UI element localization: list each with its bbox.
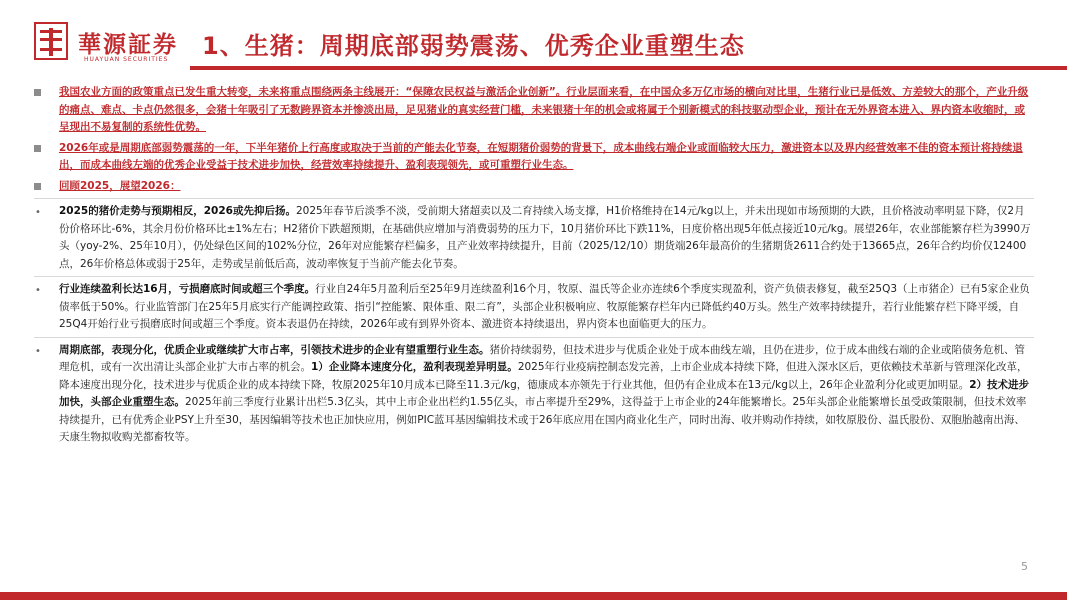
bullet-dot-icon: • [35,207,41,218]
divider [34,337,1034,338]
summary-text-1: 我国农业方面的政策重点已发生重大转变，未来将重点围绕两条主线展开：“保障农民权益与激活企业创新”。行业层面来看，在中国众多万亿市场的横向对比里，生猪行业已是低效、方差较大的那个，产业升级的痛点、难点、卡点仍然很多，会猪十年吸引了无数跨界资本并惨淡出局，足见猪业的真实经营门槛，未来银猪十年的机会或将属于个别新模式的科技驱动型企业，预计在无外界资本进入、界内资本收缩时，或呈现出不易复制的系统性优势。 [59,86,1029,133]
detail-lead-3: 周期底部，表现分化，优质企业或继续扩大市占率，引领技术进步的企业有望重塑行业生态。 [59,343,490,356]
section-heading-text: 回顾2025，展望2026： [59,179,181,192]
detail-sublead-2: 2）技术进步加快，头部企业重塑生态。 [59,378,1030,408]
section-heading [34,178,1034,196]
footer-bar [0,592,1067,600]
detail-sublead-1: 1）企业降本速度分化，盈利表现差异明显。 [311,361,518,373]
detail-paragraph-2 [34,281,1034,334]
divider [34,198,1034,199]
page-number: 5 [1021,560,1028,573]
bullet-square-icon [34,145,41,152]
bullet-dot-icon: • [35,285,41,296]
detail-text-3: 猪价持续弱势，但技术进步与优质企业处于成本曲线左端，且仍在进步，位于成本曲线右端的企业或陷债务危机、管理危机，或有一次出清让头部企业扩大市占率的机会。 [59,343,1025,373]
summary-text-2: 2026年或是周期底部弱势震荡的一年，下半年猪价上行高度或取决于当前的产能去化节奏，在短期猪价弱势的背景下，成本曲线右端企业或面临较大压力，激进资本以及界内经营效率不佳的资本预计将持续退出，而成本曲线左端的优秀企业受益于技术进步加快，经营效率持续提升、盈利表现领先，或可重塑行业生态。 [59,141,1023,171]
logo-icon [34,22,68,60]
title-underline [190,66,1067,70]
bullet-dot-icon: • [35,345,41,357]
detail-text-2: 行业自24年5月盈利后至25年9月连续盈利16个月，牧原、温氏等企业亦连续6个季度实现盈利，资产负债表修复，截至25Q3（上市猪企）已有5家企业负债率低于50%。行业监管部门在25年5月底实行产能调控政策、指引“控能繁、限体重、限二育”，头部企业积极响应、牧原能繁存栏年内已降低约40万头。然生产效率持续提升，若行业能繁存栏下降平缓，自25Q4开始行业亏损磨底时间或超三个季度。资本表退仍在持续，2026年或有到界外资本、激进资本持续退出，界内资本也面临更大的压力。 [59,283,1030,330]
page-title: 1、生猪：周期底部弱势震荡、优秀企业重塑生态 [202,32,745,60]
detail-paragraph-3 [34,342,1034,447]
detail-subtext-1: 2025年行业疫病控制态发完善，上市企业成本持续下降，但进入深水区后，更依赖技术革新与管理深化改革，降本速度出现分化，技术进步与优质企业的成本持续下降，牧原2025年10月成本已降至11.3元/kg，德康成本亦领先于行业其他，但仍有企业成本在13元/kg以上，26年企业盈利分化或更加明显。 [59,361,1028,391]
detail-subtext-2: 2025年前三季度行业累计出栏5.3亿头，其中上市企业出栏约1.55亿头，市占率提升至29%，这得益于上市企业的24年能繁增长。25年头部企业能繁增长虽受政策限制，但技术效率持续提升，已有优秀企业PSY上升至30，基因编辑等技术也正加快应用，例如PIC蓝耳基因编辑技术或于26年底应用在国内商业化生产，同时出海、收并购动作持续，如牧原股份、温氏股份、双胞胎越南出海、天康生物拟收购羌都畜牧等。 [59,396,1027,443]
summary-paragraph-1 [34,84,1034,137]
brand-name: 華源証券 [78,31,178,58]
brand-name-en: HUAYUAN SECURITIES [84,56,169,63]
detail-lead-1: 2025的猪价走势与预期相反，2026或先抑后扬。 [59,205,296,217]
detail-paragraph-1 [34,203,1034,273]
content-body [34,84,1034,447]
detail-lead-2: 行业连续盈利长达16月，亏损磨底时间或超三个季度。 [59,283,316,295]
summary-paragraph-2 [34,140,1034,175]
divider [34,276,1034,277]
bullet-square-icon [34,183,41,190]
bullet-square-icon [34,89,41,96]
detail-text-1: 2025年春节后淡季不淡，受前期大猪超卖以及二育持续入场支撑，H1价格维持在14元/kg以上，并未出现如市场预期的大跌，且价格波动率明显下降，仅2月份价格环比-6%，其余月份价格环比±1%左右；H2猪价下跌超预期，在基础供应增加与消费弱势的压力下，10月猪价环比下跌11%，日度价格出现5年低点接近10元/kg。展望26年，农业部能繁存栏为3990万头（yoy-2%、25年10月），仍处绿色区间的102%分位，26年对应能繁存栏偏多，且产业效率持续提升，目前（2025/12/10）期货端26年最高价的生猪期货2611合约处于13665点，26年合约均价仅12400点，26年价格总体或弱于25年，走势或呈前低后高，波动率恢复于当前产能去化节奏。 [59,205,1031,270]
header [0,0,1067,76]
